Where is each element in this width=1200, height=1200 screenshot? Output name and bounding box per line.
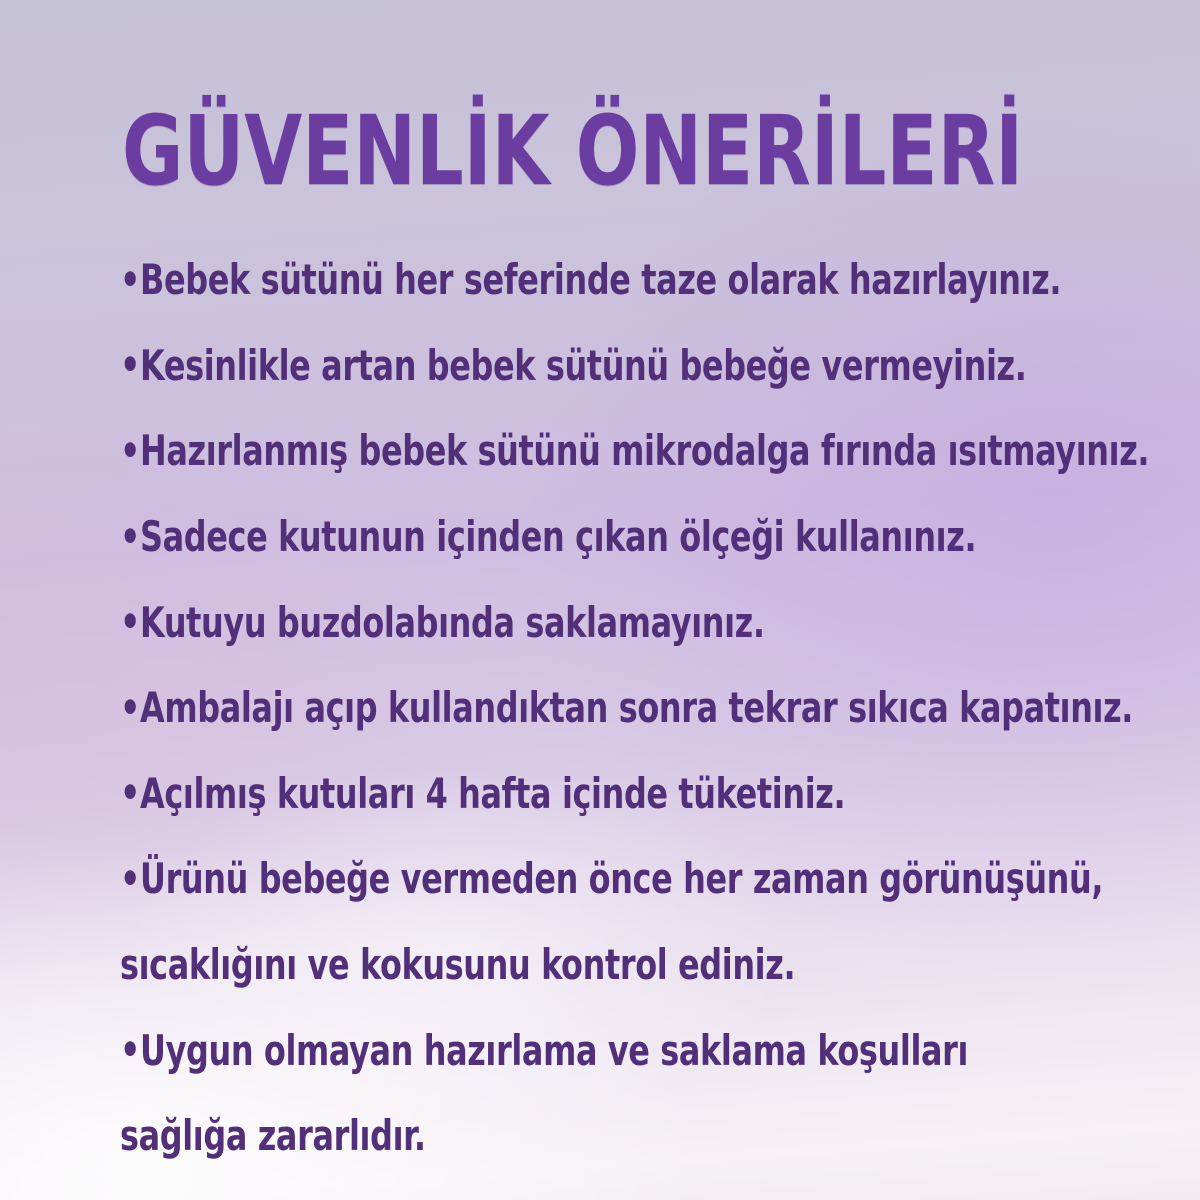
list-item xyxy=(120,751,1200,837)
list-item xyxy=(120,237,1200,323)
list-item-text: Bebek sütünü her seferinde taze olarak hazırlayınız. xyxy=(140,255,1062,305)
list-item-line xyxy=(120,426,1149,475)
list-item xyxy=(120,579,1200,665)
list-item-text: Ambalajı açıp kullandıktan sonra tekrar sıkıca kapatınız. xyxy=(140,683,1134,733)
list-item-line xyxy=(120,1111,426,1160)
list-item-text: Uygun olmayan hazırlama ve saklama koşulları xyxy=(140,1025,969,1075)
list-item-line xyxy=(120,854,1103,903)
bullet-marker: • xyxy=(120,768,141,818)
list-item-text: Sadece kutunun içinden çıkan ölçeği kullanınız. xyxy=(140,512,977,562)
list-item-text: Hazırlanmış bebek sütünü mikrodalga fırında ısıtmayınız. xyxy=(140,426,1150,476)
bullet-marker: • xyxy=(120,425,141,475)
list-item-text: Kutuyu buzdolabında saklamayınız. xyxy=(140,597,765,647)
bullet-marker: • xyxy=(120,511,141,561)
list-item xyxy=(120,836,1200,922)
list-item-line xyxy=(120,255,1061,304)
list-item-continuation xyxy=(120,922,1200,1008)
bullet-marker: • xyxy=(120,597,141,647)
list-item xyxy=(120,494,1200,580)
bullet-marker: • xyxy=(120,853,141,903)
list-item xyxy=(120,665,1200,751)
list-item-text: Açılmış kutuları 4 hafta içinde tüketiniz. xyxy=(140,768,846,818)
list-item-line xyxy=(120,769,845,818)
list-item xyxy=(120,1007,1200,1093)
list-item-line xyxy=(120,1026,968,1075)
page-title: GÜVENLİK ÖNERİLERİ xyxy=(122,95,1024,207)
list-item-text: sağlığa zararlıdır. xyxy=(120,1111,426,1161)
bullet-marker: • xyxy=(120,1025,141,1075)
list-item xyxy=(120,323,1200,409)
bullet-marker: • xyxy=(120,340,141,390)
list-item-line xyxy=(120,683,1133,732)
list-item-line xyxy=(120,512,976,561)
list-item-line xyxy=(120,598,765,647)
list-item-line xyxy=(120,940,795,989)
list-item-text: sıcaklığını ve kokusunu kontrol ediniz. xyxy=(120,940,796,990)
list-item-text: Kesinlikle artan bebek sütünü bebeğe vermeyiniz. xyxy=(140,340,1027,390)
list-item-text: Ürünü bebeğe vermeden önce her zaman görünüşünü, xyxy=(140,854,1104,904)
list-item xyxy=(120,408,1200,494)
list-item-line xyxy=(120,341,1026,390)
recommendations-list xyxy=(120,237,1200,1179)
bullet-marker: • xyxy=(120,682,141,732)
list-item-continuation xyxy=(120,1093,1200,1179)
bullet-marker: • xyxy=(120,254,141,304)
